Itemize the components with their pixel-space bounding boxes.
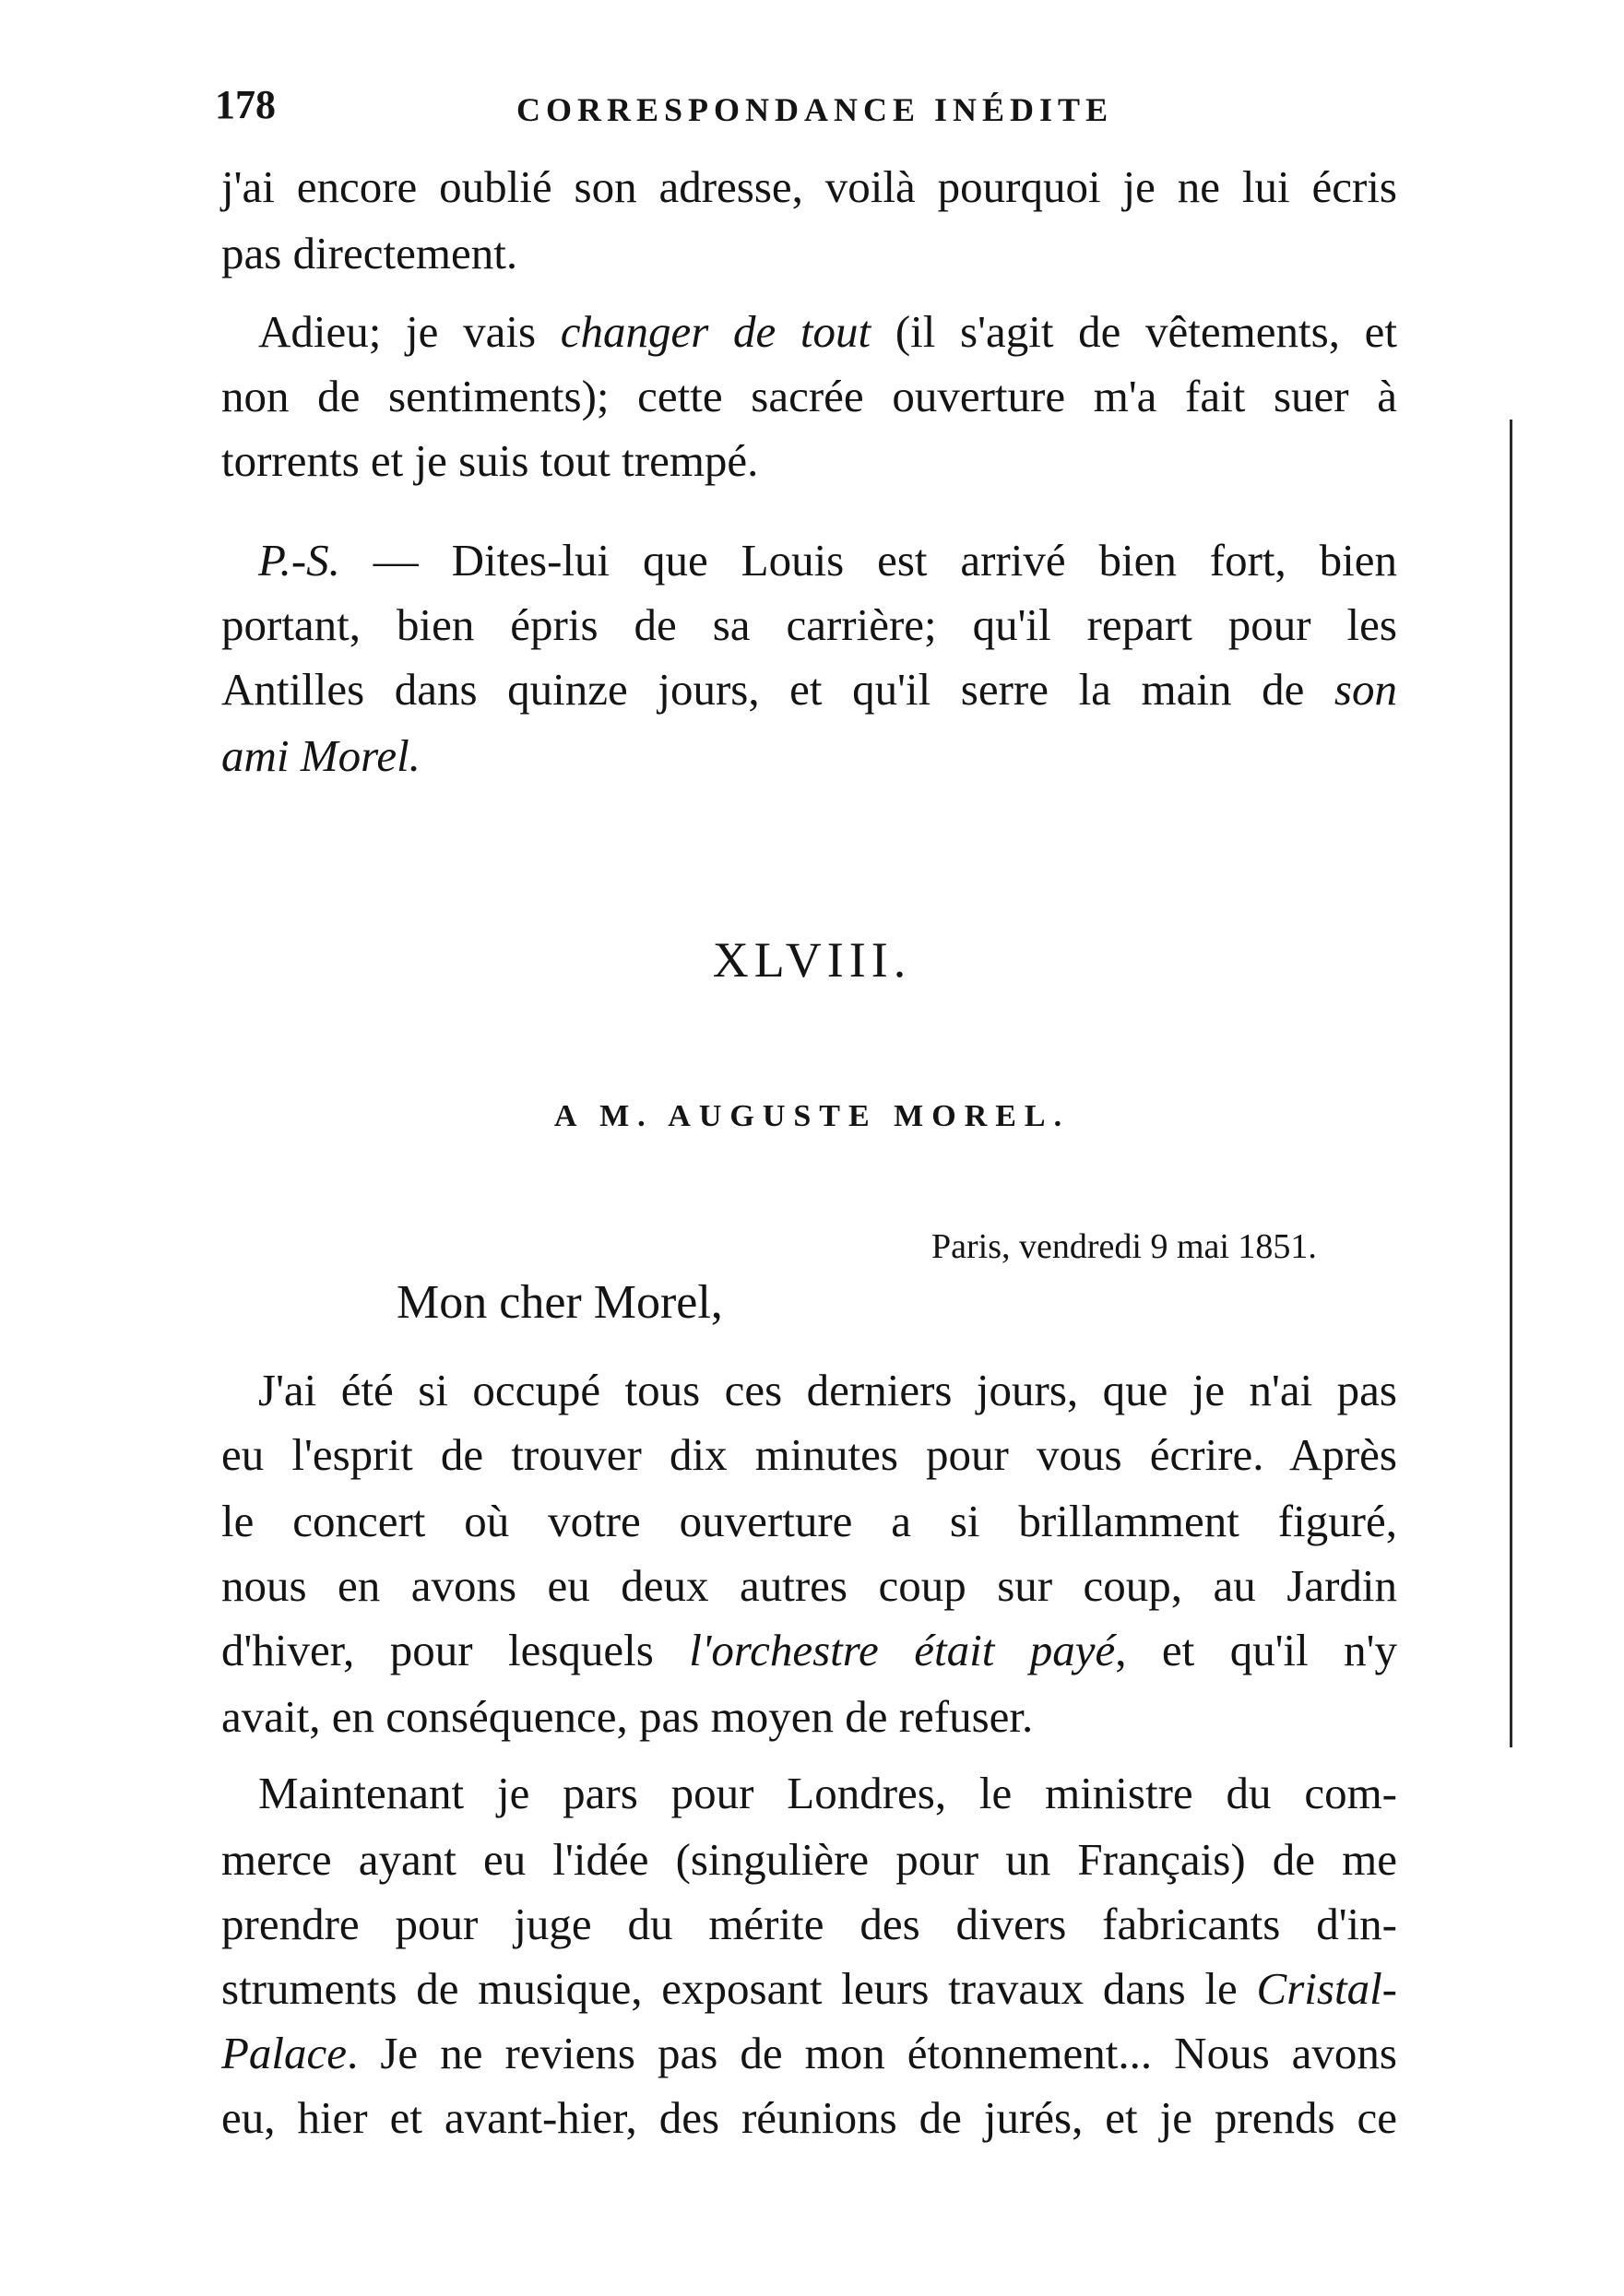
letter-number: XLVIII. [712,932,912,988]
text-line: eu l'esprit de trouver dix minutes pour vous écrire. Après [221,1429,1397,1480]
text-line: nous en avons eu deux autres coup sur coup, au Jardin [221,1560,1397,1611]
text-line: eu, hier et avant-hier, des réunions de jurés, et je prends ce [221,2092,1397,2143]
text-line [221,1961,1397,2017]
letter-recipient: A M. AUGUSTE MOREL. [553,1099,1071,1133]
italic-text: Cristal- [1256,1963,1397,2014]
text-line: prendre pour juge du mérite des divers fabricants d'in- [221,1899,1397,1949]
italic-text: ami Morel. [221,730,421,781]
text-line: portant, bien épris de sa carrière; qu'il repart pour les [221,599,1397,650]
text-span: (il s'agit de vêtements, et [871,306,1398,357]
italic-text: Palace [221,2028,348,2078]
postscript-label: P.-S. [258,535,340,586]
italic-text: changer de tout [560,306,871,357]
postscript-line [258,533,1397,588]
text-span: struments de musique, exposant leurs travaux dans le [221,1963,1257,2014]
text-line: merce ayant eu l'idée (singulière pour un Français) de me [221,1834,1397,1885]
text-line: Maintenant je pars pour Londres, le ministre du com- [258,1768,1397,1818]
text-line: torrents et je suis tout trempé. [221,435,759,486]
text-span: . Je ne reviens pas de mon étonnement... Nous avons [347,2028,1397,2078]
text-line: pas directement. [221,228,518,278]
text-line [221,662,1397,717]
text-line [221,1623,1397,1678]
text-span: — Dites-lui que Louis est arrivé bien fort, bien [339,535,1397,586]
text-line [221,2026,1397,2081]
text-line: non de sentiments); cette sacrée ouverture m'a fait suer à [221,371,1397,421]
dateline: Paris, vendredi 9 mai 1851. [931,1227,1317,1266]
text-span: Adieu; je vais [258,306,561,357]
salutation: Mon cher Morel, [397,1276,723,1329]
text-line: avait, en conséquence, pas moyen de refuser. [221,1691,1034,1742]
text-span: Antilles dans quinze jours, et qu'il serre la main de [221,664,1334,715]
page-edge-rule [1510,420,1512,1747]
page-number: 178 [215,82,276,127]
text-line: le concert où votre ouverture a si brillamment figuré, [221,1496,1397,1546]
italic-text: l'orchestre était payé [689,1625,1116,1675]
text-span: , et qu'il n'y [1115,1625,1398,1675]
text-line [258,304,1397,360]
text-line [221,728,1397,784]
italic-text: son [1334,664,1397,715]
text-line: j'ai encore oublié son adresse, voilà pourquoi je ne lui écris [221,161,1397,212]
running-title: CORRESPONDANCE INÉDITE [516,91,1114,128]
text-span: d'hiver, pour lesquels [221,1625,690,1675]
text-line: J'ai été si occupé tous ces derniers jours, que je n'ai pas [258,1365,1397,1415]
